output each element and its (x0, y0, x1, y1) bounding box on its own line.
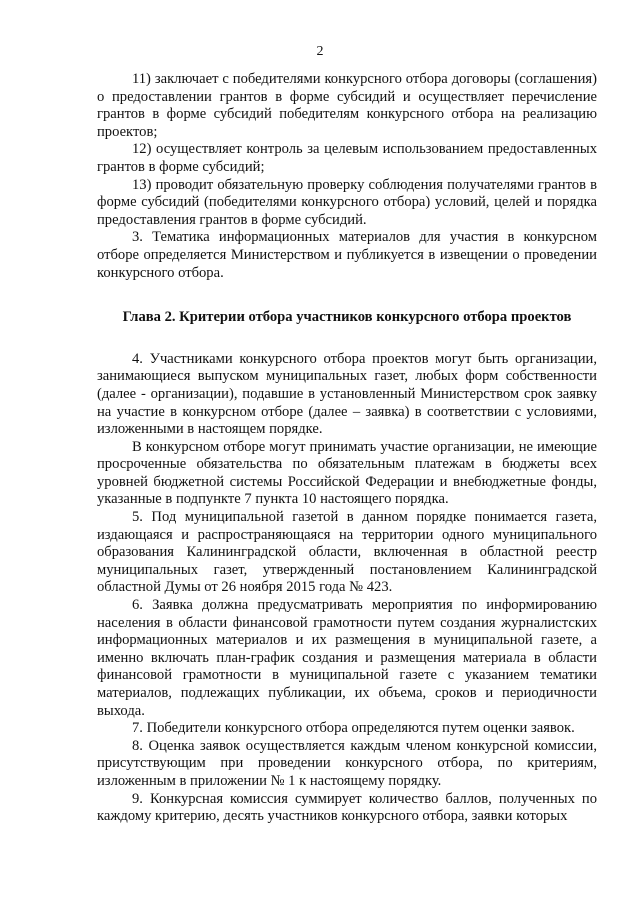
paragraph-9: 9. Конкурсная комиссия суммирует количество баллов, полученных по каждому критерию, десять участников конкурсного отбора, заявки которых (97, 790, 597, 825)
paragraph-5: 5. Под муниципальной газетой в данном порядке понимается газета, издающаяся и распространяющаяся на территории одного муниципального образования Калининградской области, включенная в областной реестр муниципальных газет, утвержденный постановлением Калининградской областной Думы от 26 ноября 2015 года № 423. (97, 509, 597, 596)
paragraph-item-13: 13) проводит обязательную проверку соблюдения получателями грантов в форме субсидий (победителями конкурсного отбора) условий, целей и порядка предоставления грантов в форме субсидий. (97, 176, 597, 228)
paragraph-item-12: 12) осуществляет контроль за целевым использованием предоставленных грантов в форме субсидий; (97, 141, 597, 175)
paragraph-8: 8. Оценка заявок осуществляется каждым членом конкурсной комиссии, присутствующим при проведении конкурсного отбора, по критериям, изложенным в приложении № 1 к настоящему порядку. (97, 737, 597, 789)
document-body (97, 71, 597, 826)
paragraph-4: 4. Участниками конкурсного отбора проектов могут быть организации, занимающиеся выпуском муниципальных газет, любых форм собственности (далее - организации), подавшие в установленный Министерством срок заявку на участие в конкурсном отборе (далее – заявка) в соответствии с условиями, изложенными в настоящем порядке. (97, 350, 597, 438)
paragraph-6: 6. Заявка должна предусматривать мероприятия по информированию населения в области финансовой грамотности путем создания журналистских информационных материалов и их размещения в муниципальной газете, а именно включать план-график создания и размещения материала в области финансовой грамотности в муниципальной газете с указанием тематики материалов, подлежащих публикации, их объема, сроков и периодичности выхода. (97, 597, 597, 719)
paragraph-4-continued: В конкурсном отборе могут принимать участие организации, не имеющие просроченные обязательства по обязательным платежам в бюджеты всех уровней бюджетной системы Российской Федерации и внебюджетные фонды, указанные в подпункте 7 пункта 10 настоящего порядка. (97, 438, 597, 508)
paragraph-item-11: 11) заключает с победителями конкурсного отбора договоры (соглашения) о предоставлении грантов в форме субсидий и осуществляет перечисление грантов в форме субсидий победителям конкурсного отбора на реализацию проектов; (97, 71, 597, 140)
paragraph-3: 3. Тематика информационных материалов для участия в конкурсном отборе определяется Министерством и публикуется в извещении о проведении конкурсного отбора. (97, 229, 597, 281)
paragraph-7: 7. Победители конкурсного отбора определяются путем оценки заявок. (132, 720, 575, 737)
page-number: 2 (316, 44, 324, 59)
chapter-heading: Глава 2. Критерии отбора участников конкурсного отбора проектов (122, 309, 572, 326)
